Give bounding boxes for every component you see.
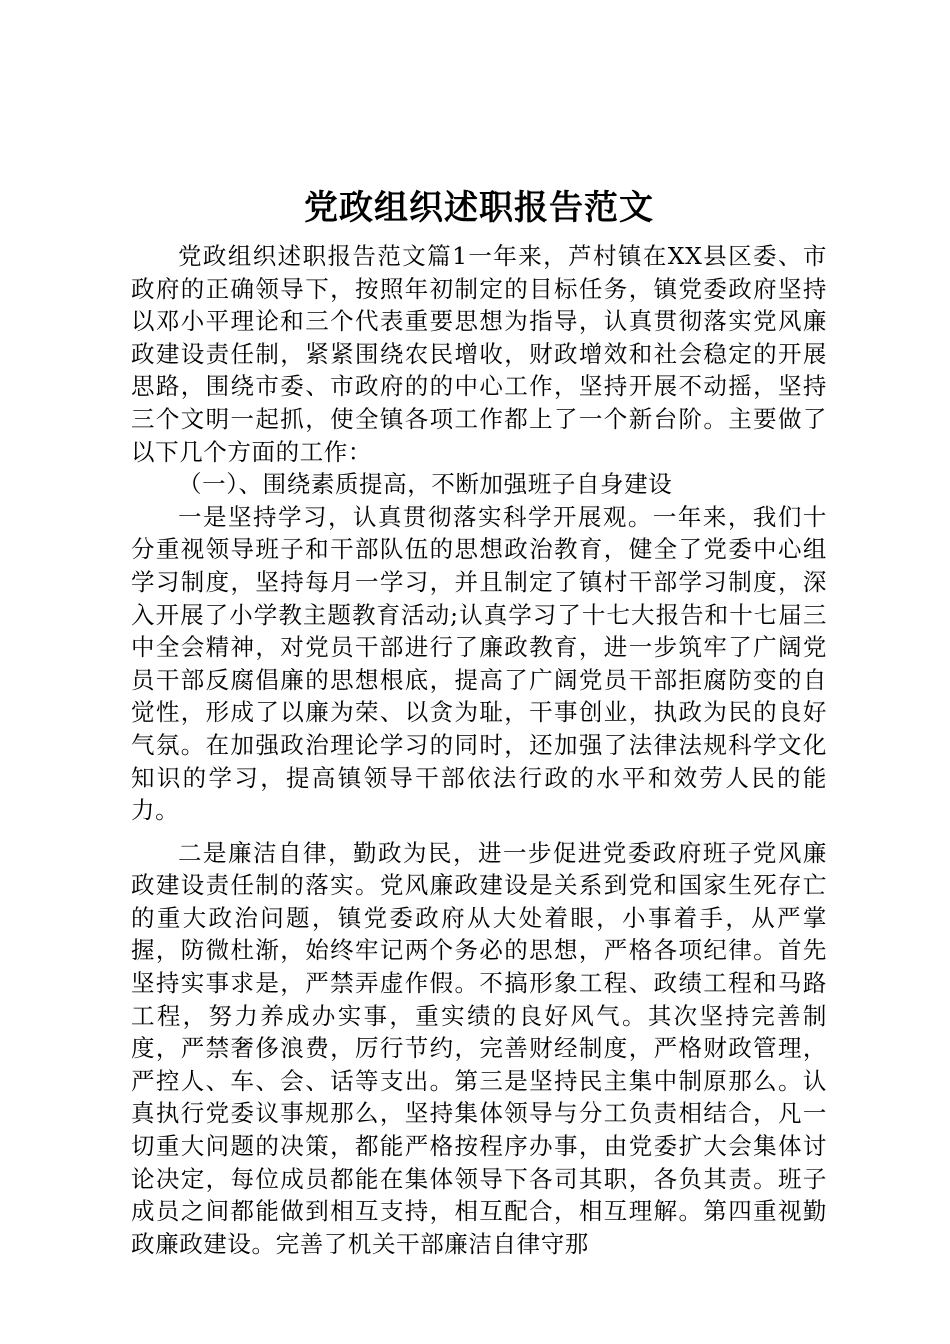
paragraph-integrity: 二是廉洁自律，勤政为民，进一步促进党委政府班子党风廉政建设责任制的落实。党风廉政建设是关系到党和国家生死存亡的重大政治问题，镇党委政府从大处着眼，小事着手，从严掌握，防微杜渐，始终牢记两个务必的思想，严格各项纪律。首先坚持实事求是，严禁弄虚作假。不搞形象工程、政绩工程和马路工程，努力养成办实事，重实绩的良好风气。其次坚持完善制度，严禁奢侈浪费，厉行节约，完善财经制度，严格财政管理，严控人、车、会、话等支出。第三是坚持民主集中制原那么。认真执行党委议事规那么，坚持集体领导与分工负责相结合，凡一切重大问题的决策，都能严格按程序办事，由党委扩大会集体讨论决定，每位成员都能在集体领导下各司其职，各负其责。班子成员之间都能做到相互支持，相互配合，相互理解。第四重视勤政廉政建设。完善了机关干部廉洁自律守那 [131, 838, 827, 1258]
document-title: 党政组织述职报告范文 [304, 188, 654, 228]
paragraph-intro: 党政组织述职报告范文篇1一年来，芦村镇在XX县区委、市政府的正确领导下，按照年初制定的目标任务，镇党委政府坚持以邓小平理论和三个代表重要思想为指导，认真贯彻落实党风廉政建设责任制，紧紧围绕农民增收，财政增效和社会稳定的开展思路，围绕市委、市政府的的中心工作，坚持开展不动摇，坚持三个文明一起抓，使全镇各项工作都上了一个新台阶。主要做了以下几个方面的工作： [131, 242, 827, 466]
section-heading: （一）、围绕素质提高，不断加强班子自身建设 [178, 470, 673, 499]
paragraph-study: 一是坚持学习，认真贯彻落实科学开展观。一年来，我们十分重视领导班子和干部队伍的思想政治教育，健全了党委中心组学习制度，坚持每月一学习，并且制定了镇村干部学习制度，深入开展了小学教主题教育活动;认真学习了十七大报告和十七届三中全会精神，对党员干部进行了廉政教育，进一步筑牢了广阔党员干部反腐倡廉的思想根底，提高了广阔党员干部拒腐防变的自觉性，形成了以廉为荣、以贪为耻，干事创业，执政为民的良好气氛。在加强政治理论学习的同时，还加强了法律法规科学文化知识的学习，提高镇领导干部依法行政的水平和效劳人民的能力。 [131, 502, 827, 825]
document-page [131, 180, 827, 1260]
